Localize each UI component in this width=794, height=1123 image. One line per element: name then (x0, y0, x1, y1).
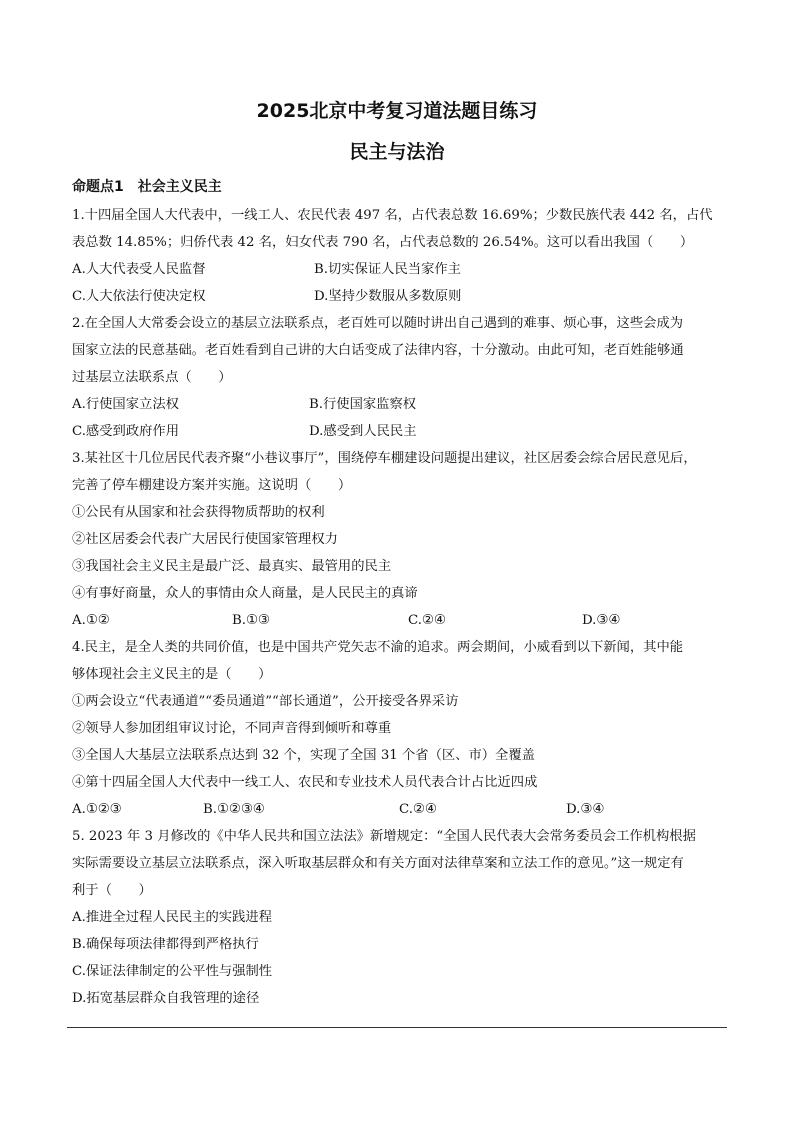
question-stem-line: 3.某社区十几位居民代表齐聚“小巷议事厅”，围绕停车棚建设问题提出建议，社区居委会综合居民意见后， (72, 451, 697, 466)
question-stem-line: 够体现社会主义民主的是（ ） (72, 667, 272, 682)
option-c: C.保证法律制定的公平性与强制性 (72, 964, 273, 979)
statement-item: ②社区居委会代表广大居民行使国家管理权力 (72, 532, 338, 547)
option-a: A.①② (72, 613, 110, 628)
question-stem-line: 2.在全国人大常委会设立的基层立法联系点，老百姓可以随时讲出自己遇到的难事、烦心事，这些会成为 (72, 316, 684, 331)
question-stem-line: 4.民主，是全人类的共同价值，也是中国共产党矢志不渝的追求。两会期间，小威看到以下新闻，其中能 (72, 640, 684, 655)
question-stem-line: 利于（ ） (72, 883, 152, 898)
page-title: 2025北京中考复习道法题目练习 (256, 100, 538, 122)
option-c: C.②④ (408, 613, 446, 628)
option-row (72, 391, 724, 418)
option-d: D.感受到人民民主 (309, 424, 417, 439)
footer-divider (67, 1027, 727, 1028)
section-heading: 命题点1 社会主义民主 (72, 179, 222, 195)
question-2 (72, 310, 724, 445)
question-list (72, 202, 724, 1012)
statement-item: ①两会设立“代表通道”“委员通道”“部长通道”，公开接受各界采访 (72, 694, 459, 709)
option-d: D.③④ (582, 613, 621, 628)
option-a: A.推进全过程人民民主的实践进程 (72, 910, 272, 925)
option-b: B.①②③④ (203, 802, 265, 817)
question-stem-line: 过基层立法联系点（ ） (72, 370, 232, 385)
option-c: C.人大依法行使决定权 (72, 289, 206, 304)
option-d: D.拓宽基层群众自我管理的途径 (72, 991, 260, 1006)
option-row (72, 256, 724, 283)
option-d: D.③④ (566, 802, 605, 817)
option-d: D.坚持少数服从多数原则 (314, 289, 462, 304)
statement-item: ④有事好商量，众人的事情由众人商量，是人民民主的真谛 (72, 586, 418, 601)
question-stem-line: 国家立法的民意基础。老百姓看到自己讲的大白话变成了法律内容，十分激动。由此可知，老百姓能够通 (72, 343, 684, 358)
statement-item: ①公民有从国家和社会获得物质帮助的权利 (72, 505, 325, 520)
option-row (72, 418, 724, 445)
question-1 (72, 202, 724, 310)
question-3 (72, 445, 724, 634)
option-b: B.确保每项法律都得到严格执行 (72, 937, 259, 952)
option-row (72, 796, 724, 823)
option-a: A.①②③ (72, 802, 122, 817)
option-b: B.①③ (232, 613, 270, 628)
statement-item: ③全国人大基层立法联系点达到 32 个，实现了全国 31 个省（区、市）全覆盖 (72, 748, 535, 763)
option-c: C.感受到政府作用 (72, 424, 180, 439)
question-stem-line: 完善了停车棚建设方案并实施。这说明（ ） (72, 478, 352, 493)
option-row (72, 607, 724, 634)
question-stem-line: 1.十四届全国人大代表中，一线工人、农民代表 497 名，占代表总数 16.69%；少数民族代表 442 名，占代 (72, 208, 713, 223)
option-b: B.切实保证人民当家作主 (314, 262, 461, 277)
option-row (72, 283, 724, 310)
statement-item: ③我国社会主义民主是最广泛、最真实、最管用的民主 (72, 559, 392, 574)
question-4 (72, 634, 724, 823)
question-stem-line: 表总数 14.85%；归侨代表 42 名，妇女代表 790 名，占代表总数的 26.54%。这可以看出我国（ ） (72, 235, 694, 250)
statement-item: ④第十四届全国人大代表中一线工人、农民和专业技术人员代表合计占比近四成 (72, 775, 538, 790)
option-b: B.行使国家监察权 (309, 397, 417, 412)
question-stem-line: 实际需要设立基层立法联系点，深入听取基层群众和有关方面对法律草案和立法工作的意见。”这一规定有 (72, 856, 684, 871)
option-c: C.②④ (399, 802, 437, 817)
page-subtitle: 民主与法治 (349, 141, 445, 163)
question-5 (72, 823, 724, 1012)
statement-item: ②领导人参加团组审议讨论，不同声音得到倾听和尊重 (72, 721, 392, 736)
question-stem-line: 5. 2023 年 3 月修改的《中华人民共和国立法法》新增规定：“全国人民代表大会常务委员会工作机构根据 (72, 829, 696, 844)
option-a: A.人大代表受人民监督 (72, 262, 206, 277)
option-a: A.行使国家立法权 (72, 397, 179, 412)
